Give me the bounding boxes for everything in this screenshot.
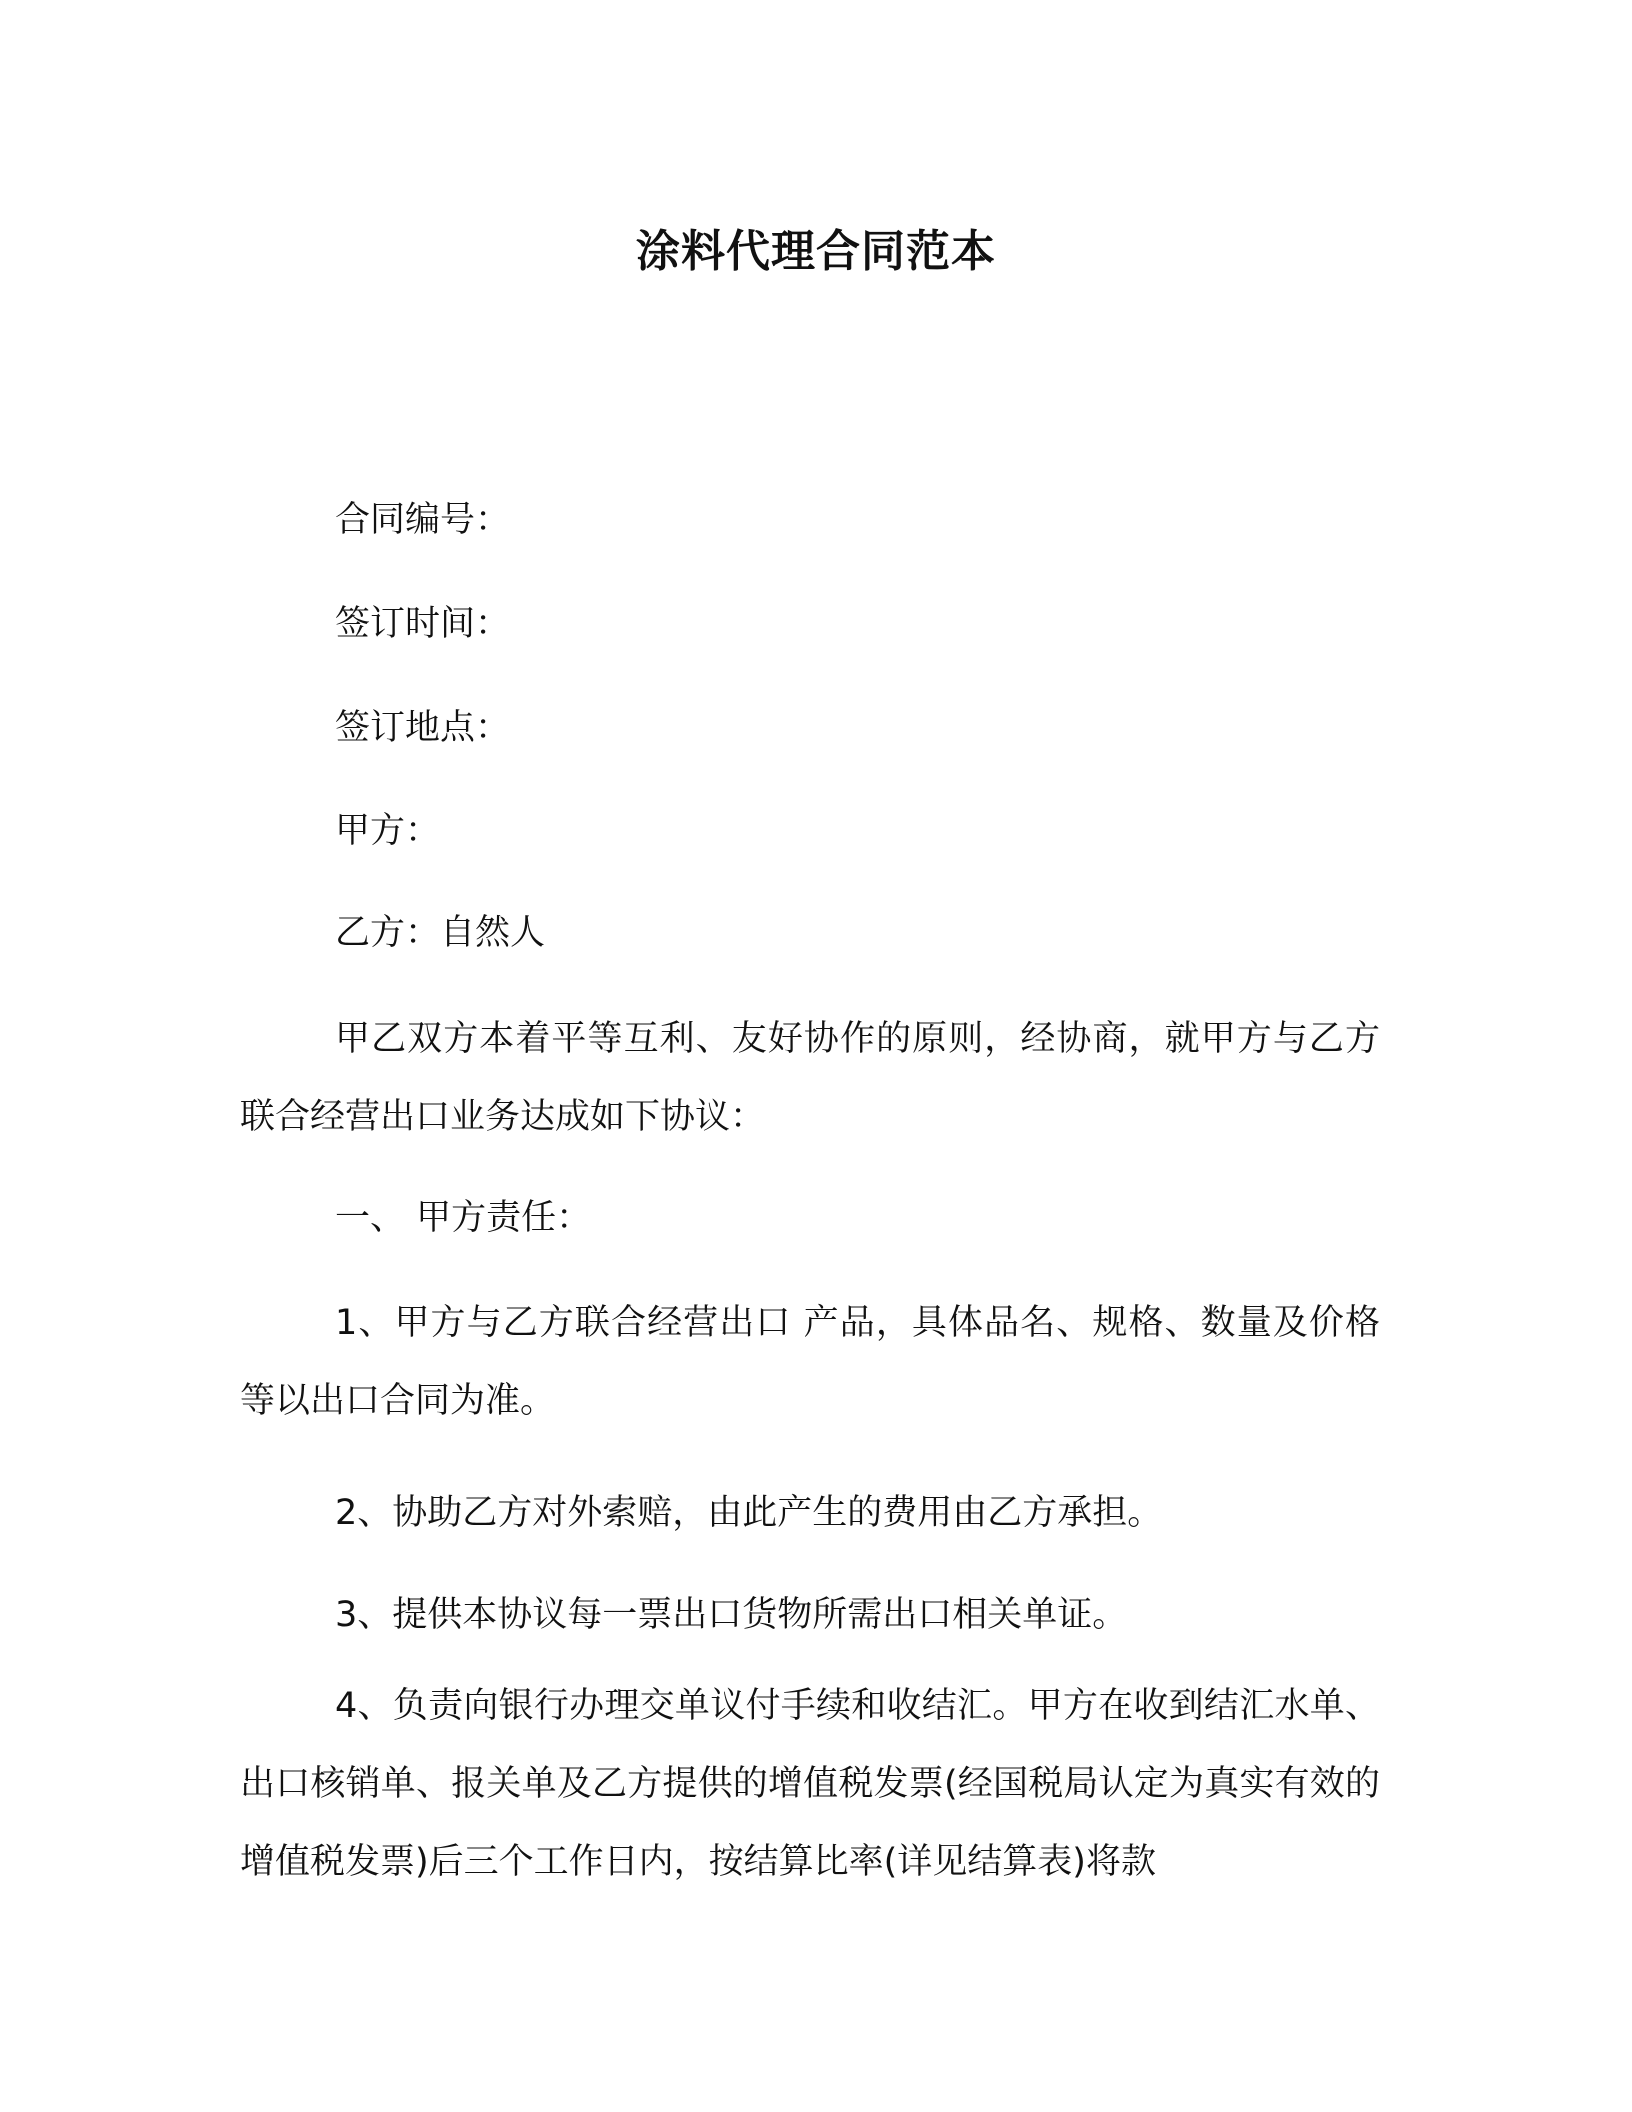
intro-paragraph: 甲乙双方本着平等互利、友好协作的原则，经协商，就甲方与乙方联合经营出口业务达成如下协议： (240, 1019, 1380, 1137)
clause-4: 4、负责向银行办理交单议付手续和收结汇。甲方在收到结汇水单、出口核销单、报关单及乙方提供的增值税发票(经国税局认定为真实有效的增值税发票)后三个工作日内，按结算比率(详见结算表)将款 (240, 1686, 1380, 1882)
field-party-a: 甲方： (335, 811, 441, 851)
field-party-b: 乙方：自然人 (335, 913, 546, 953)
clause-1: 1、甲方与乙方联合经营出口 产品，具体品名、规格、数量及价格等以出口合同为准。 (240, 1303, 1380, 1421)
section-heading-party-a-duties: 一、 甲方责任： (335, 1198, 592, 1238)
field-contract-number: 合同编号： (335, 500, 511, 540)
clause-3: 3、提供本协议每一票出口货物所需出口相关单证。 (335, 1595, 1128, 1635)
field-signing-time: 签订时间： (335, 604, 511, 644)
field-signing-place: 签订地点： (335, 708, 511, 748)
clause-2: 2、协助乙方对外索赔，由此产生的费用由乙方承担。 (335, 1493, 1163, 1533)
document-title: 涂料代理合同范本 (636, 226, 996, 277)
